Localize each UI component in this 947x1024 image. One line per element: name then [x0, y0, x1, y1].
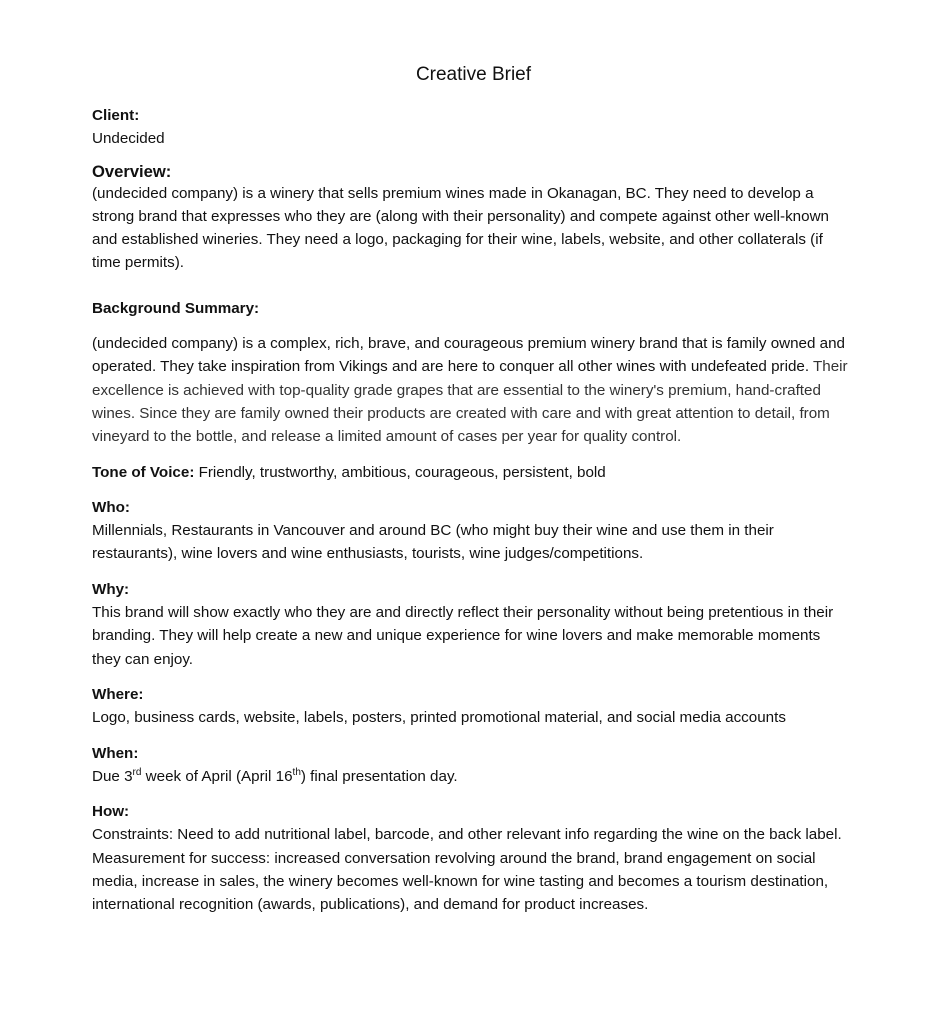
why-section — [92, 578, 852, 671]
how-measurement: Measurement for success: increased conversation revolving around the brand, brand engagement on social media, increase in sales, the winery becomes well-known for wine tasting and becomes a tourism destination, international recognition (awards, publications), and demand for product increases. — [92, 849, 829, 914]
tone-value: Friendly, trustworthy, ambitious, courageous, persistent, bold — [194, 463, 606, 481]
where-label: Where: — [92, 685, 144, 703]
overview-label: Overview: — [92, 161, 172, 181]
document-title: Creative Brief — [415, 64, 532, 85]
client-label: Client: — [92, 107, 140, 124]
when-text-2: week of April (April 16 — [141, 767, 293, 785]
how-label: How: — [92, 803, 130, 821]
background-text-b: Their excellence is achieved with top-quality grade grapes that are essential to the winery's premium, hand-crafted wines. Since they are family owned their products are created with care and with great attention to detail, from vineyard to the bottle, and release a limited amount of cases per year for quality control. — [92, 358, 848, 446]
when-sup-1: rd — [132, 766, 142, 778]
client-value: Undecided — [92, 130, 165, 148]
where-text: Logo, business cards, website, labels, posters, printed promotional material, and social media accounts — [92, 709, 786, 727]
why-text: This brand will show exactly who they are and directly reflect their personality without being pretentious in their branding. They will help create a new and unique experience for wine lovers and make memorable moments they can enjoy. — [92, 604, 834, 668]
tone-line — [92, 461, 852, 484]
when-text-3: ) final presentation day. — [300, 767, 458, 785]
who-section — [92, 496, 852, 566]
why-label: Why: — [92, 580, 130, 598]
background-section — [92, 297, 852, 449]
client-section — [92, 104, 852, 151]
when-sup-2: th — [292, 766, 301, 778]
background-text — [92, 332, 852, 448]
when-section — [92, 742, 852, 789]
document-body — [92, 104, 852, 917]
when-text-1: Due 3 — [92, 767, 133, 785]
who-label: Who: — [92, 498, 130, 516]
tone-label: Tone of Voice: — [92, 463, 195, 481]
overview-text: (undecided company) is a winery that sells premium wines made in Okanagan, BC. They need to develop a strong brand that expresses who they are (along with their personality) and compete against other well-known and established wineries. They need a logo, packaging for their wine, labels, website, and other collaterals (if time permits). — [92, 184, 829, 272]
how-section — [92, 800, 852, 916]
tone-section — [92, 461, 852, 484]
where-section — [92, 683, 852, 730]
when-text — [92, 765, 852, 788]
background-label: Background Summary: — [92, 299, 260, 317]
when-label: When: — [92, 744, 139, 762]
background-text-a: (undecided company) is a complex, rich, brave, and courageous premium winery brand that is family owned and operated. They take inspiration from Vikings and are here to conquer all other wines with undefeated pride. — [92, 335, 846, 376]
how-constraints: Constraints: Need to add nutritional label, barcode, and other relevant info regarding the wine on the back label. — [92, 826, 842, 844]
overview-section — [92, 161, 852, 275]
who-text: Millennials, Restaurants in Vancouver and around BC (who might buy their wine and use them in their restaurants), wine lovers and wine enthusiasts, tourists, wine judges/competitions. — [92, 522, 774, 563]
